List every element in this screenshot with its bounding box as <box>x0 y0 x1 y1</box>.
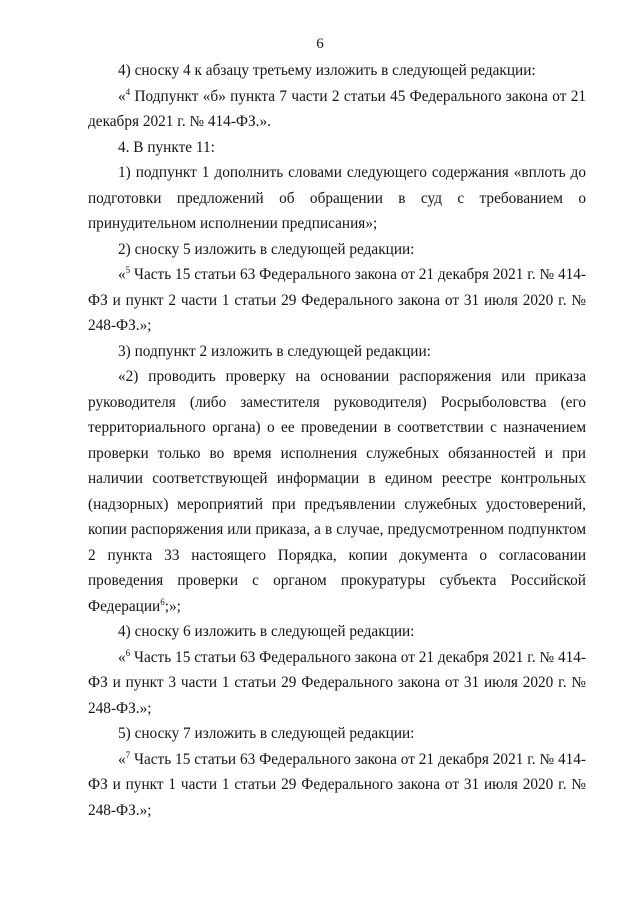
paragraph-text: 2) сноску 5 изложить в следующей редакции: <box>118 240 415 258</box>
paragraph-text: 1) подпункт 1 дополнить словами следующего содержания «вплоть до подготовки предложений об обращении в суд с требованием о принудительном исполнении предписания»; <box>88 164 586 232</box>
footnote-marker: 4 <box>125 86 131 97</box>
paragraph-text-continued: Часть 15 статьи 63 Федерального закона от 21 декабря 2021 г. № 414-ФЗ и пункт 1 части 1 статьи 29 Федерального закона от 31 июля 2020 г. № 248-ФЗ.»; <box>88 750 586 819</box>
paragraph <box>88 364 586 619</box>
paragraph <box>88 237 586 263</box>
paragraph-text-continued: ;»; <box>164 597 181 615</box>
paragraph-text: 4) сноску 4 к абзацу третьему изложить в следующей редакции: <box>118 62 536 79</box>
paragraph <box>88 58 586 84</box>
paragraph <box>88 135 586 161</box>
paragraph <box>88 747 586 824</box>
paragraph-text: 4) сноску 6 изложить в следующей редакции: <box>118 623 415 640</box>
footnote-marker: 7 <box>125 749 131 760</box>
paragraph-text: « <box>118 87 126 105</box>
paragraph-text: « <box>118 750 126 768</box>
paragraph-text: 3) подпункт 2 изложить в следующей редакции: <box>118 342 431 360</box>
paragraph <box>88 339 586 365</box>
paragraph <box>88 619 586 645</box>
page-number: 6 <box>316 36 324 52</box>
footnote-marker: 6 <box>160 596 165 607</box>
paragraph <box>88 721 586 747</box>
paragraph-text-continued: Часть 15 статьи 63 Федерального закона от 21 декабря 2021 г. № 414-ФЗ и пункт 3 части 1 статьи 29 Федерального закона от 31 июля 2020 г. № 248-ФЗ.»; <box>88 648 586 717</box>
paragraph <box>88 160 586 237</box>
paragraph-text: « <box>118 266 126 283</box>
footnote-marker: 5 <box>125 264 131 275</box>
footnote-marker: 6 <box>125 647 131 658</box>
paragraph-text: « <box>118 648 126 666</box>
paragraph-text-continued: Часть 15 статьи 63 Федерального закона от 21 декабря 2021 г. № 414-ФЗ и пункт 2 части 1 статьи 29 Федерального закона от 31 июля 2020 г. № 248-ФЗ.»; <box>88 266 586 334</box>
paragraph-text: 4. В пункте 11: <box>118 138 215 156</box>
paragraph-text: «2) проводить проверку на основании распоряжения или приказа руководителя (либо заместителя руководителя) Росрыболовства (его территориального органа) о ее проведении в соответствии с назначением проверки только во время исполнения служебных обязанностей и при наличии соответствующей информации в едином реестре контрольных (надзорных) мероприятий при предъявлении служебных удостоверений, копии распоряжения или приказа, а в случае, предусмотренном подпунктом 2 пункта 33 настоящего Порядка, копии документа о согласовании проведения проверки с органом прокуратуры субъекта Российской Федерации <box>88 368 586 615</box>
paragraph <box>88 84 586 135</box>
paragraph <box>88 645 586 722</box>
paragraph <box>88 262 586 339</box>
document-body <box>88 58 586 823</box>
paragraph-text: 5) сноску 7 изложить в следующей редакции: <box>118 725 415 742</box>
paragraph-text-continued: Подпункт «б» пункта 7 части 2 статьи 45 Федерального закона от 21 декабря 2021 г. № 414-ФЗ.». <box>88 87 586 130</box>
